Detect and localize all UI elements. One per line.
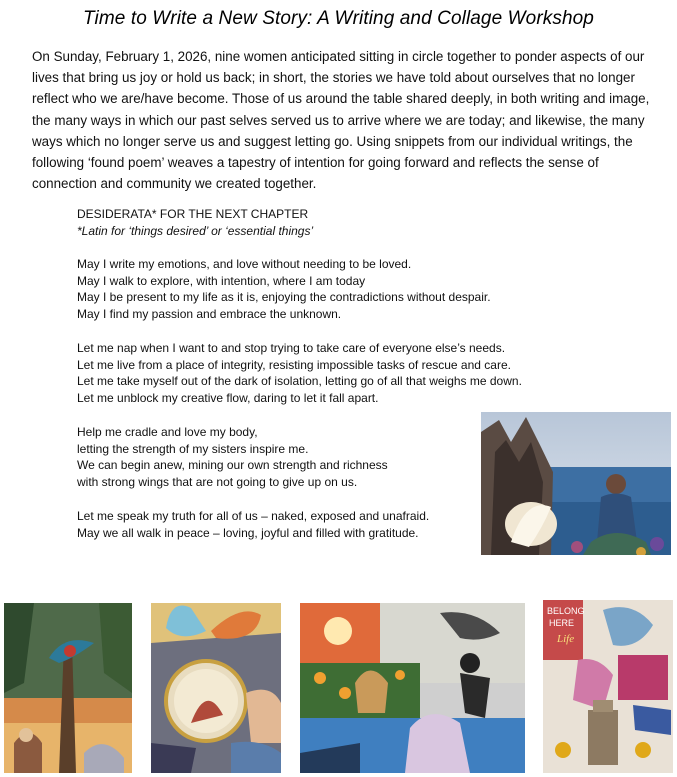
collage-image-hummingbird — [4, 603, 132, 773]
poem-line: letting the strength of my sisters inspire me. — [77, 441, 309, 456]
poem-line: May I be present to my life as it is, enjoying the contradictions without despair. — [77, 290, 491, 305]
poem-line: with strong wings that are not going to give up on us. — [77, 475, 358, 490]
collage-image-butterfly-clock — [151, 603, 281, 773]
poem-line: May I write my emotions, and love without needing to be loved. — [77, 257, 412, 271]
poem-title: DESIDERATA* FOR THE NEXT CHAPTER — [77, 207, 309, 221]
poem-line: May we all walk in peace – loving, joyful and filled with gratitude. — [77, 525, 419, 540]
poem-footnote: *Latin for ‘things desired’ or ‘essential things’ — [77, 224, 314, 238]
collage-word-here: HERE — [549, 618, 575, 628]
collage-image-sun-flowers — [300, 603, 525, 773]
poem-line: May I find my passion and embrace the unknown. — [77, 307, 342, 322]
poem-line: Let me nap when I want to and stop trying to take care of everyone else’s needs. — [77, 341, 506, 355]
poem-stanza-1 — [77, 256, 577, 323]
intro-paragraph: On Sunday, February 1, 2026, nine women anticipated sitting in circle together to ponder aspects of our lives that bring us joy or hold us back; in short, the stories we have told about ourselves that no longer reflect who we are/have become. Those of us around the table shared deeply, in both writing and image, the many ways in which our past selves served us to arrive where we are today; and likewise, the many ways which no longer serve us and suggest letting go. Using snippets from our individual writings, the following ‘found poem’ weaves a tapestry of intention for going forward and reflects the sense of connection and community we created together. — [32, 49, 650, 192]
poem-line: May I walk to explore, with intention, where I am today — [77, 273, 366, 288]
poem-line: Let me unblock my creative flow, daring to let it fall apart. — [77, 391, 379, 406]
poem-line: Let me live from a place of integrity, resisting impossible tasks of rescue and care. — [77, 357, 511, 372]
page-title: Time to Write a New Story: A Writing and Collage Workshop — [83, 8, 594, 29]
collage-word-life: Life — [557, 633, 575, 645]
collage-image-sea-woman — [481, 412, 671, 555]
poem-line: We can begin anew, mining our own strength and richness — [77, 458, 388, 473]
collage-image-belong-here — [543, 600, 673, 773]
poem-line: Let me take myself out of the dark of isolation, letting go of all that weighs me down. — [77, 374, 522, 389]
poem-line: Let me speak my truth for all of us – naked, exposed and unafraid. — [77, 509, 430, 523]
poem-line: Help me cradle and love my body, — [77, 425, 258, 439]
collage-word-belong: BELONG — [547, 606, 585, 616]
poem-stanza-2 — [77, 340, 577, 407]
